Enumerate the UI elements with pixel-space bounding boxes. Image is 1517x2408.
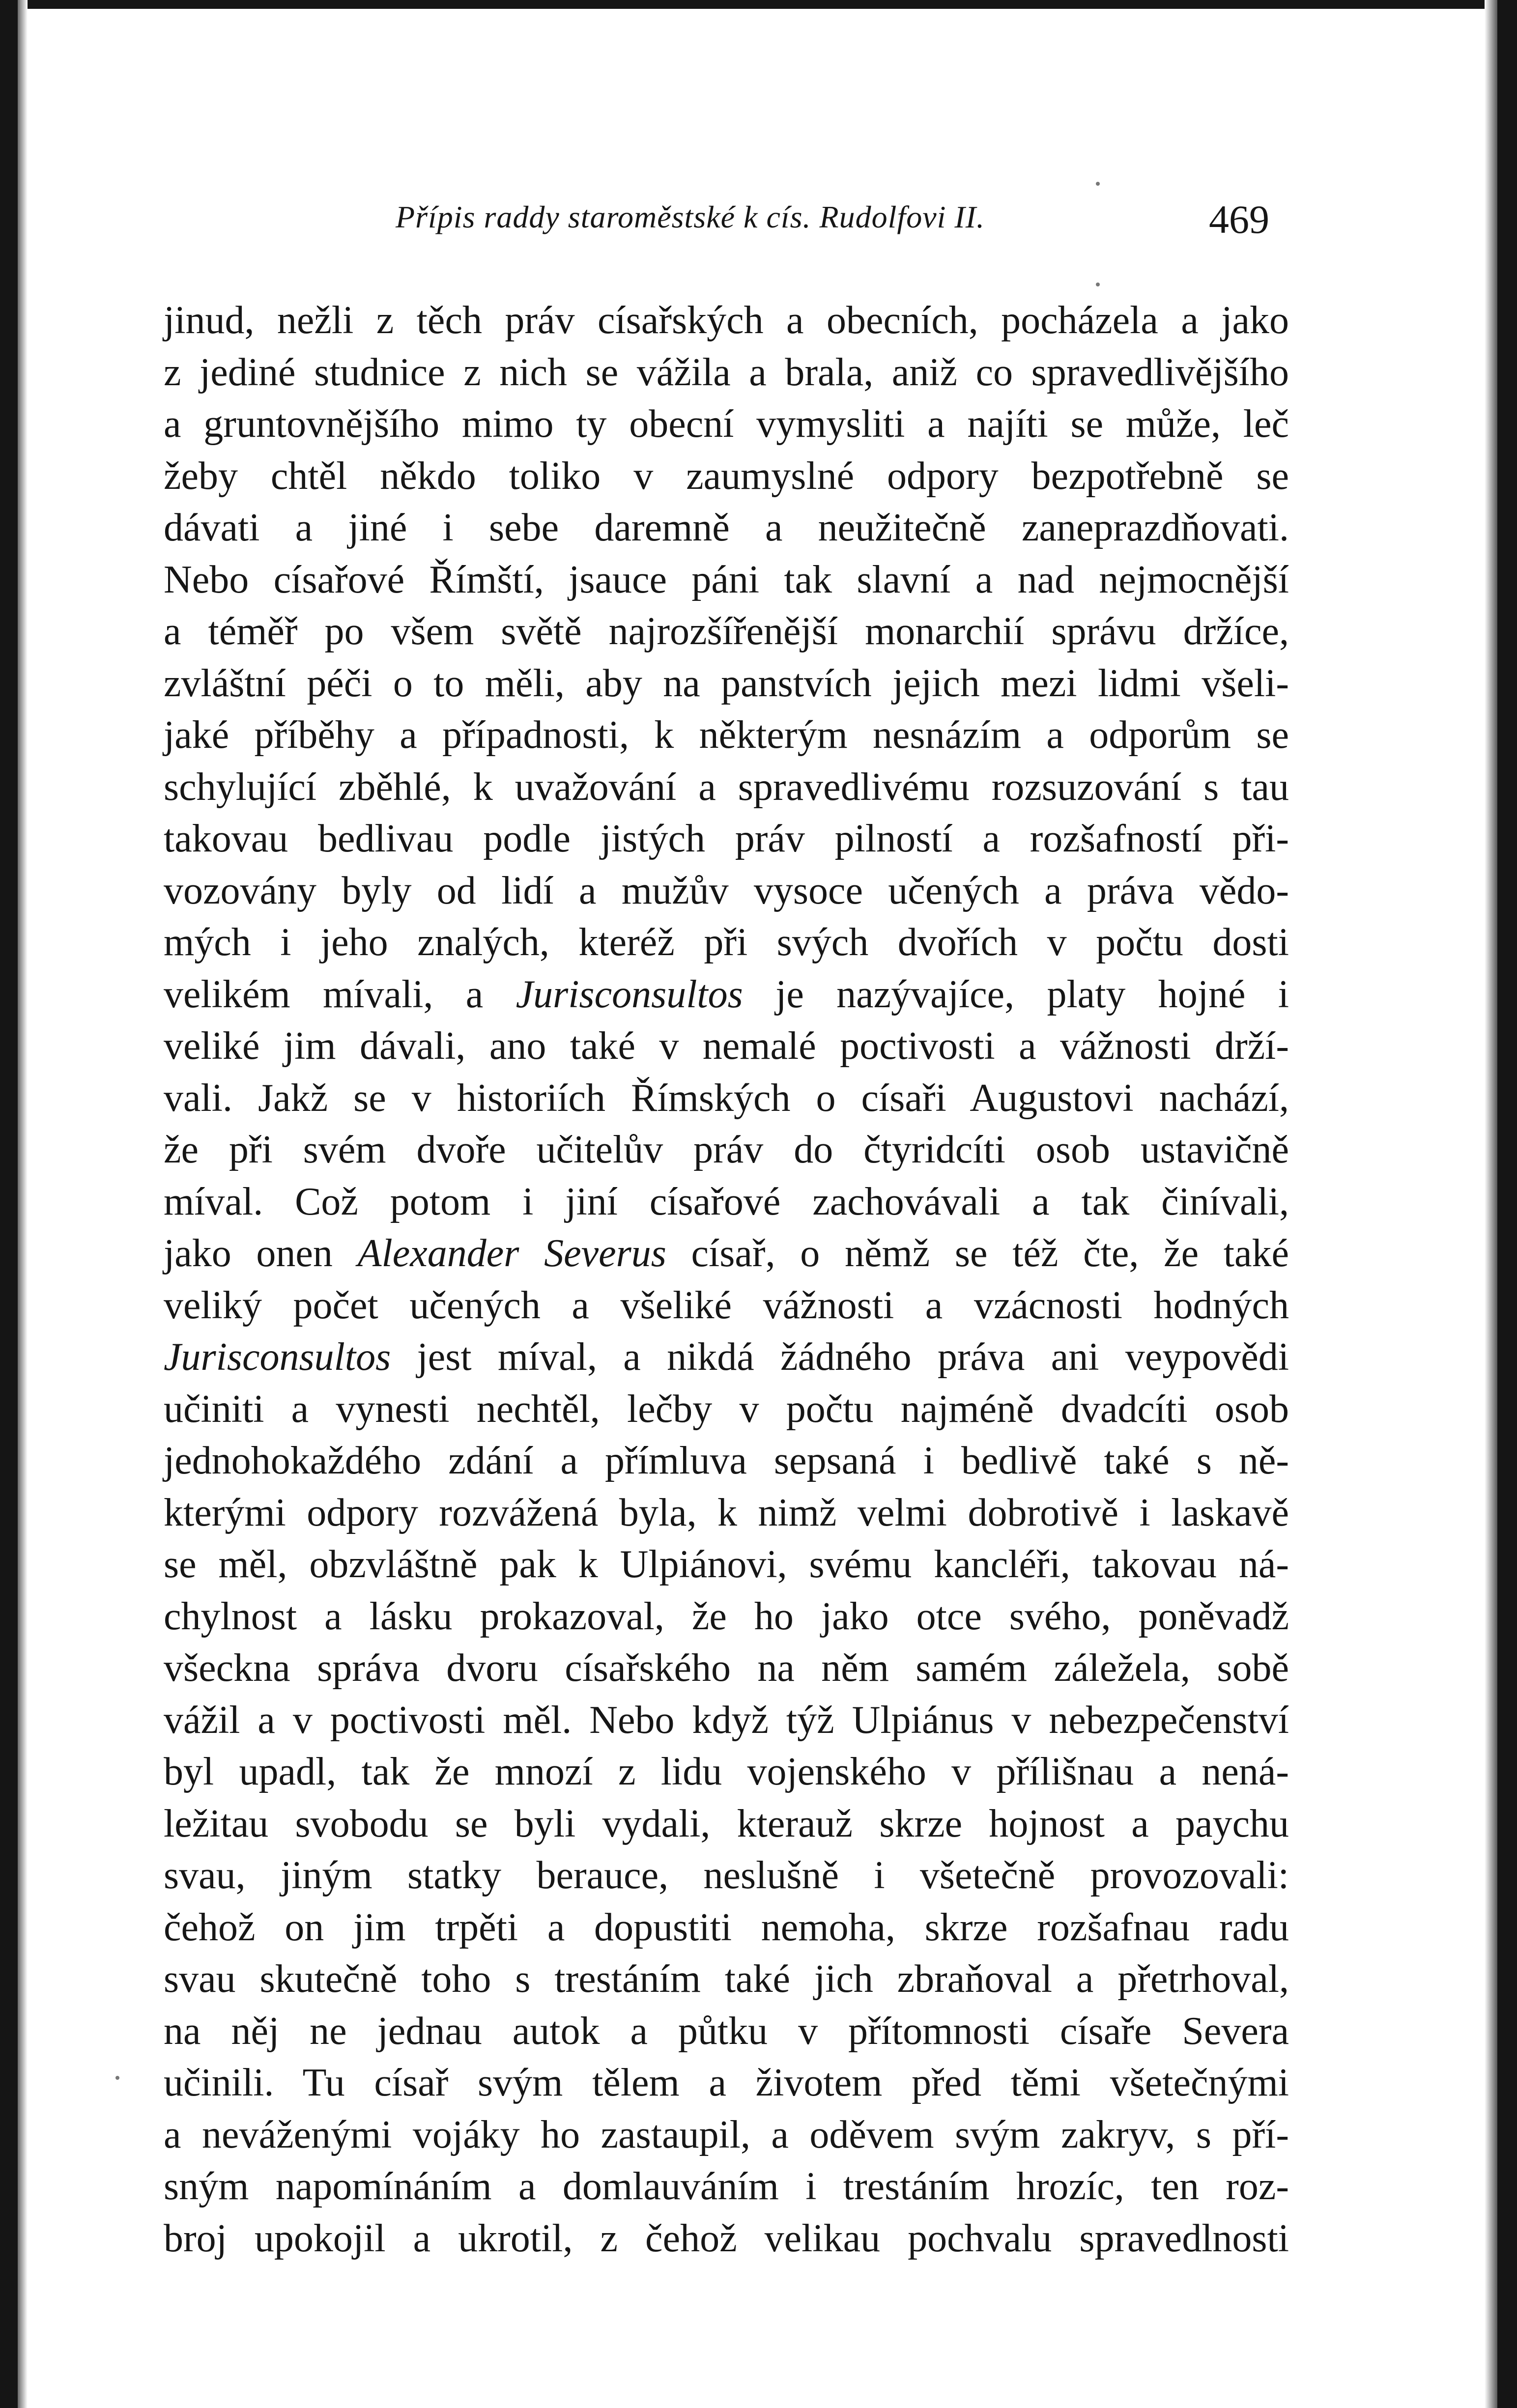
running-title: Přípis raddy staroměstské k cís. Rudolfovi II. (396, 199, 985, 234)
text-line: se měl, obzvláštně pak k Ulpiánovi, svému kancléři, takovau ná- (164, 1543, 1289, 1586)
text-line: jaké příběhy a případnosti, k některým nesnázím a odporům se (164, 713, 1289, 757)
text-line: vozovány byly od lidí a mužův vysoce učených a práva vědo- (164, 869, 1289, 912)
text-line: a neváženými vojáky ho zastaupil, a oděvem svým zakryv, s pří- (164, 2113, 1289, 2156)
text-line: veliký počet učených a všeliké vážnosti a vzácnosti hodných (164, 1283, 1289, 1327)
scan-speck (1096, 182, 1100, 186)
text-line: dávati a jiné i sebe daremně a neužitečně zaneprazdňovati. (164, 506, 1289, 549)
text-line: sným napomínáním a domlauváním i trestáním hrozíc, ten roz- (164, 2165, 1289, 2208)
text-line: vali. Jakž se v historiích Římských o císaři Augustovi nachází, (164, 1076, 1289, 1120)
text-line: svau skutečně toho s trestáním také jich zbraňoval a přetrhoval, (164, 1957, 1289, 2001)
scan-speck (1096, 283, 1100, 286)
text-line: učiniti a vynesti nechtěl, lečby v počtu najméně dvadcíti osob (164, 1387, 1289, 1431)
text-line: takovau bedlivau podle jistých práv pilností a rozšafností při- (164, 817, 1289, 860)
text-line: a gruntovnějšího mimo ty obecní vymysliti a najíti se může, leč (164, 402, 1289, 446)
text-line: vážil a v poctivosti měl. Nebo když týž Ulpiánus v nebezpečenství (164, 1698, 1289, 1742)
text-line: jednohokaždého zdání a přímluva sepsaná i bedlivě také s ně- (164, 1439, 1289, 1482)
text-line: veliké jim dávali, ano také v nemalé poctivosti a vážnosti drží- (164, 1024, 1289, 1068)
page-number: 469 (1209, 197, 1269, 242)
text-line: broj upokojil a ukrotil, z čehož velikau pochvalu spravedlnosti (164, 2216, 1289, 2260)
text-line: a téměř po všem světě najrozšířenější monarchií správu držíce, (164, 610, 1289, 653)
text-line: Jurisconsultos jest míval, a nikdá žádného práva ani veypovědi (164, 1335, 1289, 1379)
scan-speck (115, 2076, 119, 2080)
scan-border-left (0, 0, 18, 2408)
text-line: kterými odpory rozvážená byla, k nimž velmi dobrotivě i laskavě (164, 1491, 1289, 1534)
text-line: chylnost a lásku prokazoval, že ho jako otce svého, poněvadž (164, 1594, 1289, 1638)
text-line: z jediné studnice z nich se vážila a brala, aniž co spravedlivějšího (164, 350, 1289, 394)
text-line: svau, jiným statky berauce, neslušně i všetečně provozovali: (164, 1854, 1289, 1897)
text-line: zvláštní péči o to měli, aby na panstvích jejich mezi lidmi všeli- (164, 661, 1289, 705)
text-line: jako onen Alexander Severus císař, o němž se též čte, že také (164, 1232, 1289, 1275)
scan-shadow-left (18, 0, 28, 2408)
text-line: jinud, nežli z těch práv císařských a obecních, pocházela a jako (164, 299, 1289, 342)
text-line: byl upadl, tak že mnozí z lidu vojenského v přílišnau a nená- (164, 1750, 1289, 1793)
text-line: mých i jeho znalých, kteréž při svých dvořích v počtu dosti (164, 921, 1289, 964)
scan-border-top (0, 0, 1517, 9)
text-line: čehož on jim trpěti a dopustiti nemoha, skrze rozšafnau radu (164, 1905, 1289, 1949)
text-line: na něj ne jednau autok a půtku v přítomnosti císaře Severa (164, 2009, 1289, 2053)
text-line: učinili. Tu císař svým tělem a životem před těmi všetečnými (164, 2061, 1289, 2104)
text-line: žeby chtěl někdo toliko v zaumyslné odpory bezpotřebně se (164, 454, 1289, 498)
body-text (164, 295, 1289, 2265)
text-line: velikém mívali, a Jurisconsultos je nazývajíce, platy hojné i (164, 972, 1289, 1016)
scan-border-right (1497, 0, 1517, 2408)
text-line: všeckna správa dvoru císařského na něm samém záležela, sobě (164, 1646, 1289, 1690)
text-line: schylující zběhlé, k uvažování a spravedlivému rozsuzování s tau (164, 765, 1289, 809)
text-line: míval. Což potom i jiní císařové zachovávali a tak činívali, (164, 1180, 1289, 1223)
scan-shadow-right (1485, 0, 1497, 2408)
text-line: Nebo císařové Římští, jsauce páni tak slavní a nad nejmocnější (164, 558, 1289, 601)
text-line: že při svém dvoře učitelův práv do čtyridcíti osob ustavičně (164, 1128, 1289, 1171)
text-line: ležitau svobodu se byli vydali, kterauž skrze hojnost a paychu (164, 1802, 1289, 1845)
